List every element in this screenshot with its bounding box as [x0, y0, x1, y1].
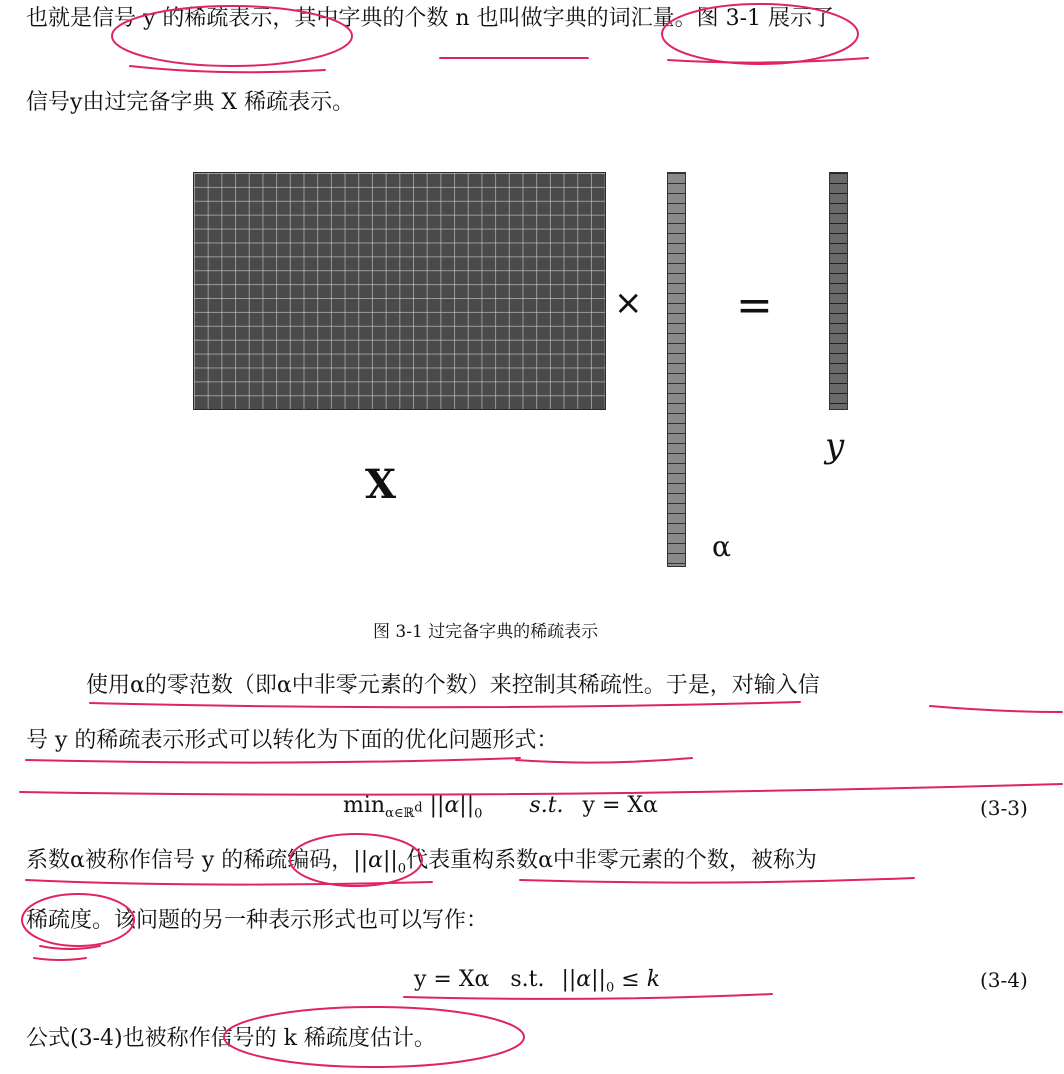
underline-vocabulary: [668, 58, 868, 63]
paragraph-1-line-2: 信号y由过完备字典 X 稀疏表示。: [26, 90, 355, 115]
y-vector: [829, 172, 848, 410]
paragraph-4-line-1: 公式(3-4)也被称作信号的 k 稀疏度估计。: [26, 1026, 436, 1051]
equation-3-4: [414, 967, 660, 995]
label-alpha: α: [712, 530, 731, 563]
eq34-rhs: ≤ k: [621, 967, 661, 992]
p3-norm-sub: 0: [397, 861, 407, 877]
eq33-rhs: y = Xα: [582, 793, 658, 818]
p3-norm: ||α||: [353, 848, 398, 873]
p3-text-b: 代表重构系数α中非零元素的个数，被称为: [406, 848, 817, 873]
eq33-norm-sub: 0: [474, 806, 483, 822]
eq33-st: s.t.: [529, 793, 564, 818]
eq33-superscript: d: [414, 801, 423, 817]
eq33-min: min: [343, 793, 386, 818]
paragraph-1-line-1: 也就是信号 y 的稀疏表示，其中字典的个数 n 也叫做字典的词汇量。图 3-1 展示了: [26, 6, 834, 31]
equals-symbol: =: [736, 280, 773, 331]
eq33-norm: ||α||: [429, 793, 475, 818]
paragraph-2-line-2: 号 y 的稀疏表示形式可以转化为下面的优化问题形式：: [26, 728, 559, 753]
underline-sparsity-b: [34, 958, 86, 960]
label-x: X: [365, 461, 397, 508]
underline-signal-sparse: [130, 66, 325, 72]
equation-3-3-number: (3-3): [980, 796, 1028, 820]
paragraph-2-line-1: 使用α的零范数（即α中非零元素的个数）来控制其稀疏性。于是，对输入信: [86, 673, 820, 698]
p3-text-a: 系数α被称作信号 y 的稀疏编码，: [26, 848, 354, 873]
paragraph-3-line-1: [26, 846, 817, 884]
times-symbol: ×: [614, 283, 643, 323]
dictionary-matrix: [193, 172, 606, 410]
paragraph-3-line-2: 稀疏度。该问题的另一种表示形式也可以写作：: [26, 908, 489, 933]
eq34-norm-sub: 0: [605, 980, 615, 996]
eq34-lhs: y = Xα s.t.: [414, 967, 545, 992]
underline-input-signal: [930, 706, 1062, 712]
equation-3-4-number: (3-4): [980, 968, 1028, 992]
equation-3-3: [343, 793, 658, 821]
eq34-norm: ||α||: [561, 967, 606, 992]
alpha-vector: [667, 172, 686, 567]
underline-sparse-form: [26, 758, 520, 763]
underline-sparsity-a: [40, 946, 100, 949]
underline-zero-norm: [90, 702, 800, 707]
label-y: y: [825, 426, 845, 466]
underline-optimization: [516, 758, 692, 763]
eq33-subscript: α∈ℝ: [385, 806, 415, 822]
figure-caption: 图 3-1 过完备字典的稀疏表示: [373, 622, 599, 642]
